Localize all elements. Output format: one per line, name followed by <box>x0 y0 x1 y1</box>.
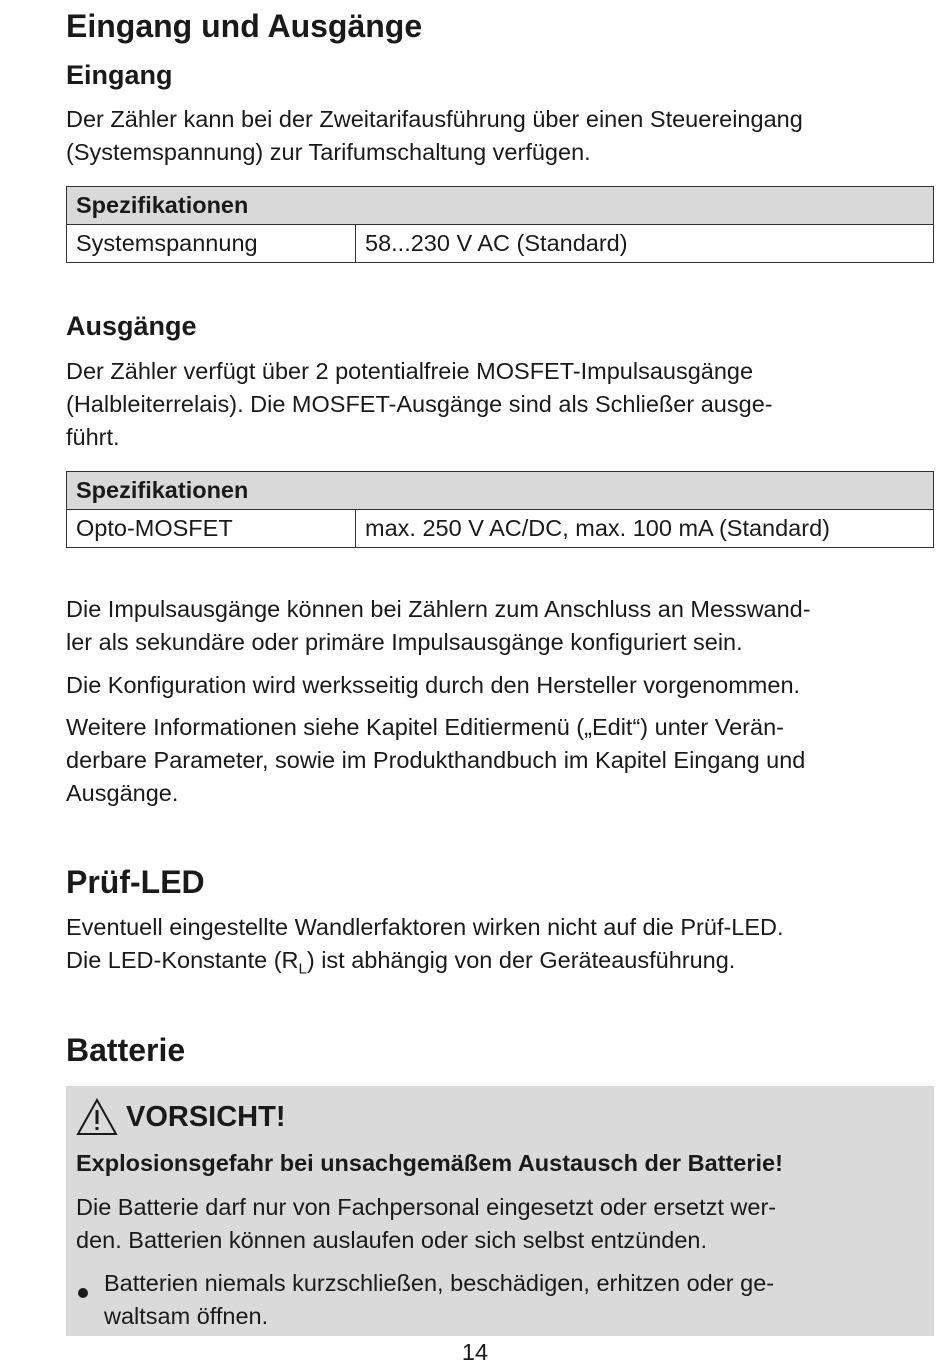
output-spec-table <box>66 471 934 548</box>
output-paragraph <box>66 355 934 454</box>
page-number: 14 <box>461 1339 489 1365</box>
output-text-line: führt. <box>66 424 120 450</box>
spec-value: 58...230 V AC (Standard) <box>356 225 934 263</box>
spec-value: max. 250 V AC/DC, max. 100 mA (Standard) <box>356 510 934 548</box>
input-text-line: Der Zähler kann bei der Zweitarifausführung über einen Steuereingang <box>66 106 803 132</box>
warning-triangle-icon <box>76 1098 118 1136</box>
led-subscript: L <box>298 960 307 978</box>
impulse-paragraph <box>66 593 934 659</box>
output-text-line: (Halbleiterrelais). Die MOSFET-Ausgänge sind als Schließer ausge- <box>66 391 773 417</box>
spec-label: Systemspannung <box>67 225 356 263</box>
bullet-dot <box>76 1276 90 1309</box>
warning-paragraph <box>76 1191 916 1257</box>
bullet-text-line: waltsam öffnen. <box>104 1303 269 1329</box>
section-title-eingang-ausgaenge: Eingang und Ausgänge <box>66 8 423 44</box>
info-text-line: derbare Parameter, sowie im Produkthandbuch im Kapitel Eingang und <box>66 747 806 773</box>
warning-text-line: den. Batterien können auslaufen oder sich selbst entzünden. <box>76 1227 708 1253</box>
bullet-icon <box>76 1286 90 1300</box>
input-text-line: (Systemspannung) zur Tarifumschaltung verfügen. <box>66 139 591 165</box>
warning-box <box>66 1086 934 1336</box>
spec-table-header: Spezifikationen <box>67 472 934 510</box>
input-spec-table <box>66 186 934 263</box>
led-text-line <box>66 944 934 986</box>
input-paragraph <box>66 103 934 169</box>
warning-heading-text: VORSICHT! <box>126 1100 286 1133</box>
warning-heading <box>76 1098 286 1136</box>
spec-table-header: Spezifikationen <box>67 187 934 225</box>
output-text-line: Der Zähler verfügt über 2 potentialfreie MOSFET-Impulsausgänge <box>66 358 754 384</box>
bullet-text-line: Batterien niemals kurzschließen, beschädigen, erhitzen oder ge- <box>104 1270 775 1296</box>
spec-label: Opto-MOSFET <box>67 510 356 548</box>
led-text-part: ) ist abhängig von der Geräteausführung. <box>306 947 736 973</box>
section-title-pruef-led: Prüf-LED <box>66 864 205 900</box>
info-text-line: Ausgänge. <box>66 780 179 806</box>
info-text-line: Weitere Informationen siehe Kapitel Editiermenü („Edit“) unter Verän- <box>66 714 784 740</box>
led-text-part: Die LED-Konstante (R <box>66 947 299 973</box>
warning-text-line: Die Batterie darf nur von Fachpersonal eingesetzt oder ersetzt wer- <box>76 1194 777 1220</box>
subsection-title-ausgaenge: Ausgänge <box>66 311 197 341</box>
subsection-title-eingang: Eingang <box>66 60 173 90</box>
impulse-text-line: Die Impulsausgänge können bei Zählern zum Anschluss an Messwand- <box>66 596 811 622</box>
warning-subheading: Explosionsgefahr bei unsachgemäßem Austausch der Batterie! <box>76 1150 783 1176</box>
config-paragraph: Die Konfiguration wird werksseitig durch den Hersteller vorgenommen. <box>66 672 801 698</box>
impulse-text-line: ler als sekundäre oder primäre Impulsausgänge konfiguriert sein. <box>66 629 743 655</box>
info-paragraph <box>66 711 934 810</box>
led-text-line: Eventuell eingestellte Wandlerfaktoren wirken nicht auf die Prüf-LED. <box>66 914 784 940</box>
section-title-batterie: Batterie <box>66 1032 186 1068</box>
led-paragraph <box>66 911 934 986</box>
warning-bullet-item <box>104 1267 924 1333</box>
